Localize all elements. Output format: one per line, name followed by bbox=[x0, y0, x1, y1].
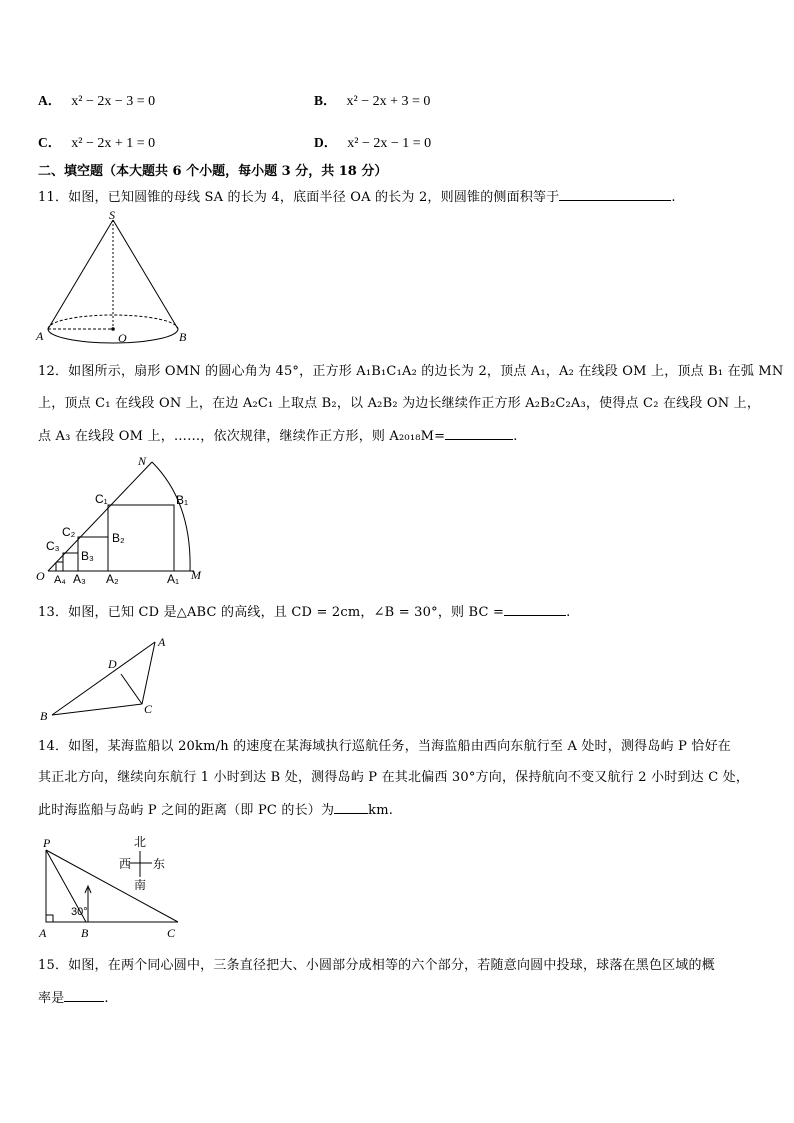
question-12-line-2: 上，顶点 C₁ 在线段 ON 上，在边 A₂C₁ 上取点 B₂，以 A₂B₂ 为边长继续作正方形 A₂B₂C₂A₃，使得点 C₂ 在线段 ON 上， bbox=[38, 396, 761, 411]
label-b: B bbox=[179, 330, 187, 344]
label-a: A bbox=[158, 635, 166, 649]
question-11 bbox=[38, 186, 676, 208]
label-b: B bbox=[40, 709, 48, 723]
option-a bbox=[38, 89, 155, 110]
answer-blank[interactable] bbox=[334, 799, 368, 814]
option-expr: x² − 2x + 3 = 0 bbox=[346, 94, 431, 109]
answer-blank[interactable] bbox=[504, 601, 566, 616]
question-15-line-1: 15．如图，在两个同心圆中，三条直径把大、小圆部分成相等的六个部分，若随意向圆中投球，球落在黑色区域的概 bbox=[38, 958, 715, 973]
label-c2: C₂ bbox=[62, 525, 76, 539]
sector-squares-figure bbox=[34, 452, 214, 587]
angle-label: 30° bbox=[71, 906, 88, 918]
label-c1: C₁ bbox=[95, 492, 108, 506]
label-b: B bbox=[81, 926, 89, 940]
label-b2: B₂ bbox=[112, 531, 125, 545]
label-a4: A₄ bbox=[54, 574, 66, 586]
question-text: 13．如图，已知 CD 是△ABC 的高线，且 CD = 2cm，∠B = 30°，则 BC = bbox=[38, 605, 505, 620]
compass-north: 北 bbox=[134, 835, 147, 849]
label-n: N bbox=[138, 454, 147, 468]
question-text: 11．如图，已知圆锥的母线 SA 的长为 4，底面半径 OA 的长为 2，则圆锥的侧面积等于 bbox=[38, 190, 560, 205]
label-a: A bbox=[39, 926, 47, 940]
label-a1: A₁ bbox=[167, 572, 180, 586]
option-letter: B． bbox=[314, 93, 337, 108]
question-text: 率是 bbox=[38, 991, 65, 1006]
label-a3: A₃ bbox=[73, 572, 86, 586]
question-text: 点 A₃ 在线段 OM 上，……，依次规律，继续作正方形，则 A₂₀₁₈M= bbox=[38, 429, 446, 444]
option-expr: x² − 2x + 1 = 0 bbox=[71, 136, 156, 151]
question-14-line-2: 其正北方向，继续向东航行 1 小时到达 B 处，测得岛屿 P 在其北偏西 30°方向，保持航向不变又航行 2 小时到达 C 处， bbox=[38, 770, 750, 785]
option-letter: C． bbox=[38, 135, 62, 150]
label-d: D bbox=[108, 657, 117, 671]
option-letter: A． bbox=[38, 93, 62, 108]
question-15-line-2 bbox=[38, 987, 109, 1009]
question-unit: km. bbox=[368, 803, 394, 818]
question-12-line-3 bbox=[38, 425, 518, 447]
question-end: . bbox=[671, 190, 676, 205]
label-c: C bbox=[144, 702, 153, 716]
question-12-line-1: 12．如图所示，扇形 OMN 的圆心角为 45°，正方形 A₁B₁C₁A₂ 的边长为 2，顶点 A₁，A₂ 在线段 OM 上，顶点 B₁ 在弧 MN bbox=[38, 364, 784, 379]
label-o: O bbox=[118, 331, 127, 345]
label-c: C bbox=[167, 926, 176, 940]
label-b3: B₃ bbox=[81, 549, 94, 563]
label-a2: A₂ bbox=[106, 572, 119, 586]
compass-south: 南 bbox=[134, 878, 147, 892]
question-13 bbox=[38, 601, 570, 623]
section-header: 二、填空题（本大题共 6 个小题，每小题 3 分，共 18 分） bbox=[38, 164, 388, 179]
label-a: A bbox=[36, 329, 44, 343]
question-end: . bbox=[104, 991, 109, 1006]
answer-blank[interactable] bbox=[445, 425, 513, 440]
option-b bbox=[314, 89, 430, 110]
option-expr: x² − 2x − 1 = 0 bbox=[347, 136, 432, 151]
triangle-abc-figure bbox=[38, 632, 178, 724]
label-b1: B₁ bbox=[176, 493, 189, 507]
question-end: . bbox=[566, 605, 571, 620]
question-14-line-3 bbox=[38, 799, 393, 821]
question-14-line-1: 14．如图，某海监船以 20km/h 的速度在某海域执行巡航任务，当海监船由西向东航行至 A 处时，测得岛屿 P 恰好在 bbox=[38, 739, 731, 754]
sea-route-figure bbox=[36, 830, 196, 942]
option-letter: D． bbox=[314, 135, 338, 150]
cone-figure bbox=[36, 208, 196, 348]
label-c3: C₃ bbox=[46, 539, 60, 553]
answer-blank[interactable] bbox=[64, 987, 104, 1002]
compass-west: 西 bbox=[119, 857, 132, 871]
option-expr: x² − 2x − 3 = 0 bbox=[71, 94, 156, 109]
answer-blank[interactable] bbox=[559, 186, 671, 201]
label-s: S bbox=[109, 208, 115, 222]
label-o: O bbox=[36, 569, 45, 583]
option-c bbox=[38, 131, 155, 152]
label-m: M bbox=[191, 568, 201, 582]
question-text: 此时海监船与岛屿 P 之间的距离（即 PC 的长）为 bbox=[38, 803, 335, 818]
label-p: P bbox=[43, 836, 51, 850]
compass-east: 东 bbox=[153, 857, 166, 871]
option-d bbox=[314, 131, 431, 152]
question-end: . bbox=[513, 429, 518, 444]
